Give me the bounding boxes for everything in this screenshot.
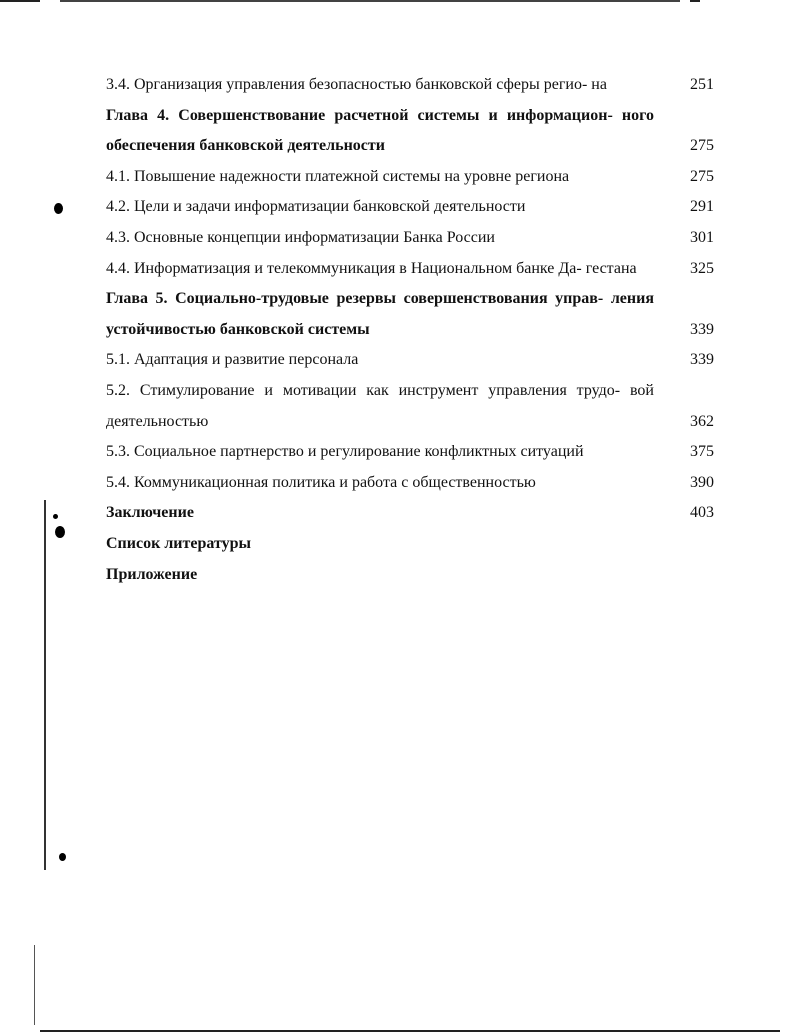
toc-entry: [106, 345, 716, 376]
scan-edge-left: [44, 500, 46, 870]
scan-edge-top: [60, 0, 680, 2]
ink-blot: [54, 203, 63, 214]
toc-entry-page: 251: [690, 76, 714, 93]
toc-entry: [106, 254, 716, 285]
ink-blot: [55, 526, 65, 538]
toc-entry-page: 390: [690, 473, 714, 491]
toc-entry: [106, 437, 716, 468]
toc-chapter-title: Глава 5. Социально-трудовые резервы совершенствования управ- ления устойчивостью банковской системы: [106, 290, 654, 338]
toc-chapter: [106, 284, 716, 345]
toc-entry-page: 275: [690, 137, 714, 155]
toc-entry: [106, 468, 716, 499]
toc-section-appendix: [106, 560, 716, 591]
scan-edge-bottom: [40, 1030, 780, 1032]
toc-chapter: [106, 101, 716, 162]
toc-entry: [106, 192, 716, 223]
toc-entry-title: 4.3. Основные концепции информатизации Банка России: [106, 228, 495, 246]
toc-entry-page: 275: [690, 167, 714, 185]
toc-section-title: Заключение: [106, 504, 194, 522]
toc-entry-title: 4.4. Информатизация и телекоммуникация в Национальном банке Да- гестана: [106, 259, 637, 277]
toc-entry-page: 291: [690, 198, 714, 216]
scan-edge-top-fragment: [0, 0, 40, 2]
table-of-contents: [106, 70, 716, 590]
ink-blot: [53, 514, 58, 519]
toc-entry-title: 3.4. Организация управления безопасностью банковской сферы регио- на: [106, 76, 607, 93]
toc-entry: [106, 162, 716, 193]
toc-entry-title: 5.2. Стимулирование и мотивации как инструмент управления трудо- вой деятельностью: [106, 381, 654, 430]
toc-entry: [106, 70, 716, 101]
toc-entry-page: 403: [690, 504, 714, 522]
toc-section-title: Приложение: [106, 565, 198, 583]
toc-section-bibliography: [106, 529, 716, 560]
toc-entry-page: 339: [690, 320, 714, 338]
toc-chapter-title: Глава 4. Совершенствование расчетной системы и информацион- ного обеспечения банковской деятельности: [106, 106, 654, 155]
toc-entry: [106, 223, 716, 254]
toc-entry-page: 325: [690, 259, 714, 277]
toc-entry-title: 5.1. Адаптация и развитие персонала: [106, 351, 359, 369]
toc-entry-title: 4.2. Цели и задачи информатизации банковской деятельности: [106, 198, 526, 216]
toc-entry-page: 362: [690, 412, 714, 430]
toc-entry: [106, 376, 716, 437]
toc-section-conclusion: [106, 498, 716, 529]
toc-entry-title: 5.4. Коммуникационная политика и работа с общественностью: [106, 473, 536, 491]
toc-entry-title: 5.3. Социальное партнерство и регулирование конфликтных ситуаций: [106, 443, 584, 461]
toc-entry-page: 339: [690, 351, 714, 369]
scan-edge-top-fragment: [690, 0, 700, 2]
ink-blot: [59, 853, 66, 861]
scan-edge-left: [34, 945, 35, 1025]
toc-section-title: Список литературы: [106, 534, 251, 552]
toc-entry-page: 301: [690, 228, 714, 246]
toc-entry-page: 375: [690, 443, 714, 461]
toc-entry-title: 4.1. Повышение надежности платежной системы на уровне региона: [106, 167, 570, 185]
